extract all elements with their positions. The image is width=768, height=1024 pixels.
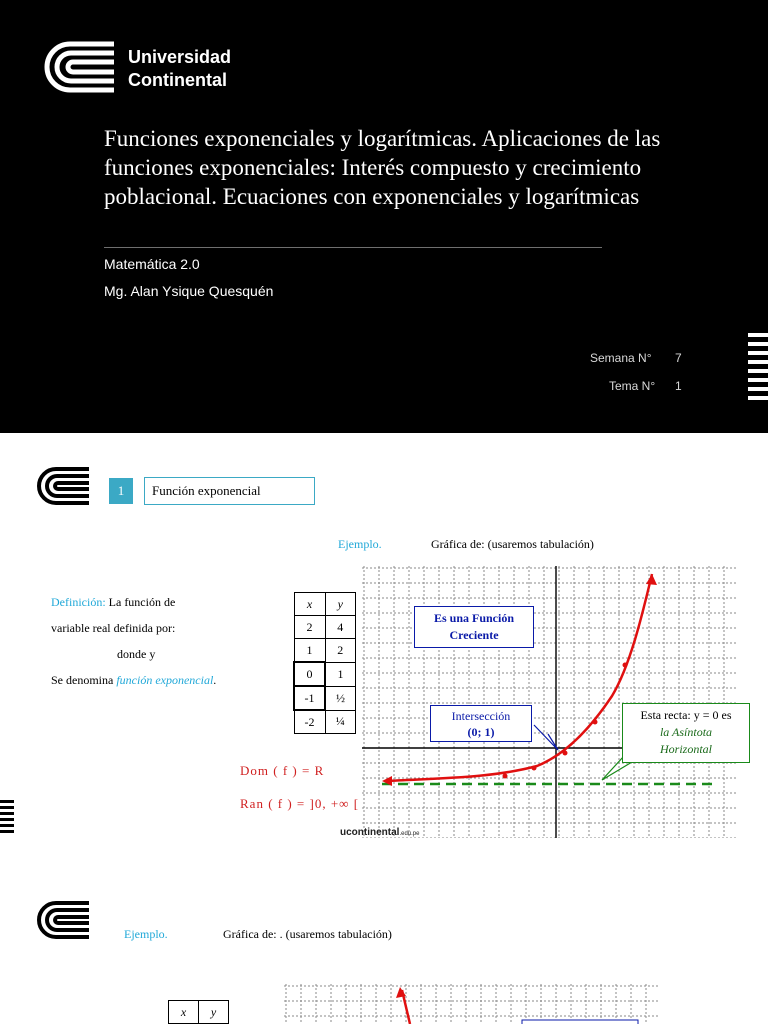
tema-label: Tema N° — [609, 379, 656, 393]
university-logo-icon — [40, 40, 116, 94]
table-header-x: x — [169, 1001, 199, 1024]
footer-url-suffix: .edu.pe — [399, 831, 420, 837]
note-interseccion-line2: (0; 1) — [467, 725, 495, 739]
value-table — [293, 592, 356, 734]
title-divider — [104, 247, 602, 248]
decorative-stripes-icon — [748, 333, 768, 401]
brand-name-line1: Universidad — [128, 47, 232, 67]
range-text: Ran ( f ) = ]0, +∞ [ — [240, 796, 360, 811]
footer-url-main: ucontinental — [340, 827, 400, 838]
curve-point — [623, 663, 628, 668]
note-creciente: Es una Función Creciente — [414, 606, 534, 648]
table-header-x: x — [294, 593, 325, 616]
table-cell: 4 — [325, 616, 356, 639]
table-cell: 1 — [325, 662, 356, 686]
curve-point — [563, 751, 568, 756]
example-label-2: Ejemplo. — [124, 927, 168, 941]
table-cell: 1 — [294, 639, 325, 663]
table-cell: -1 — [294, 686, 325, 710]
definition-block — [51, 589, 241, 693]
table-row — [294, 639, 356, 663]
curve-arrow-up — [646, 574, 657, 585]
table-cell: 0 — [294, 662, 325, 686]
footer-url — [340, 827, 419, 838]
definition-text-1: La función de — [105, 595, 176, 609]
title-slide — [0, 0, 768, 433]
table-cell: 2 — [325, 639, 356, 663]
note-asintota — [622, 703, 750, 763]
table-header-y: y — [199, 1001, 229, 1024]
curve-point — [503, 774, 508, 779]
university-logo-icon — [34, 466, 90, 506]
tema-value: 1 — [675, 379, 682, 393]
definition-text-4: Se denomina — [51, 673, 117, 687]
brand-name-line2: Continental — [128, 70, 227, 90]
definition-label: Definición: — [51, 595, 106, 609]
curve-point — [593, 720, 598, 725]
example-label: Ejemplo. — [338, 537, 382, 551]
table-row — [294, 686, 356, 710]
table-cell: -2 — [294, 710, 325, 734]
section-number-badge: 1 — [109, 478, 133, 504]
exponential-graph-2 — [284, 984, 658, 1024]
definition-end: . — [213, 673, 217, 687]
definition-text-2: variable real definida por: — [51, 621, 176, 635]
curve-point — [532, 766, 537, 771]
table-cell: 2 — [294, 616, 325, 639]
table-header-row — [294, 593, 356, 616]
slide-title: Funciones exponenciales y logarítmicas. Aplicaciones de las funciones exponenciales: Interés compuesto y crecimiento poblacional. Ecuaciones con exponenciales y logarítmicas — [104, 126, 661, 209]
table-cell: ½ — [325, 686, 356, 710]
example-text-2: Gráfica de: . (usaremos tabulación) — [223, 927, 392, 941]
note-asintota-line3: Horizontal — [659, 742, 712, 756]
table-header-row — [169, 1001, 229, 1024]
course-name: Matemática 2.0 — [104, 256, 200, 272]
section-title-box: Función exponencial — [144, 477, 315, 505]
table-row — [294, 662, 356, 686]
university-logo-icon — [34, 900, 90, 940]
semana-value: 7 — [675, 351, 682, 365]
note-interseccion-line1: Intersección — [451, 709, 511, 723]
semana-label: Semana N° — [590, 351, 652, 365]
note-box-2 — [522, 1020, 638, 1024]
note-asintota-line1: Esta recta: y = 0 es — [640, 708, 732, 722]
table-cell: ¼ — [325, 710, 356, 734]
definition-text-3: donde y — [117, 647, 156, 661]
decorative-stripes-icon — [0, 800, 14, 836]
table-row — [294, 710, 356, 734]
domain-text: Dom ( f ) = R — [240, 763, 325, 778]
definition-term: función exponencial — [116, 673, 214, 687]
example-text: Gráfica de: (usaremos tabulación) — [431, 537, 594, 551]
note-asintota-line2: la Asíntota — [659, 725, 713, 739]
note-interseccion — [430, 705, 532, 742]
teacher-name: Mg. Alan Ysique Quesquén — [104, 283, 274, 299]
table-row — [294, 616, 356, 639]
table-header-y: y — [325, 593, 356, 616]
value-table-2 — [168, 1000, 229, 1024]
intersection-pointer — [534, 725, 558, 750]
